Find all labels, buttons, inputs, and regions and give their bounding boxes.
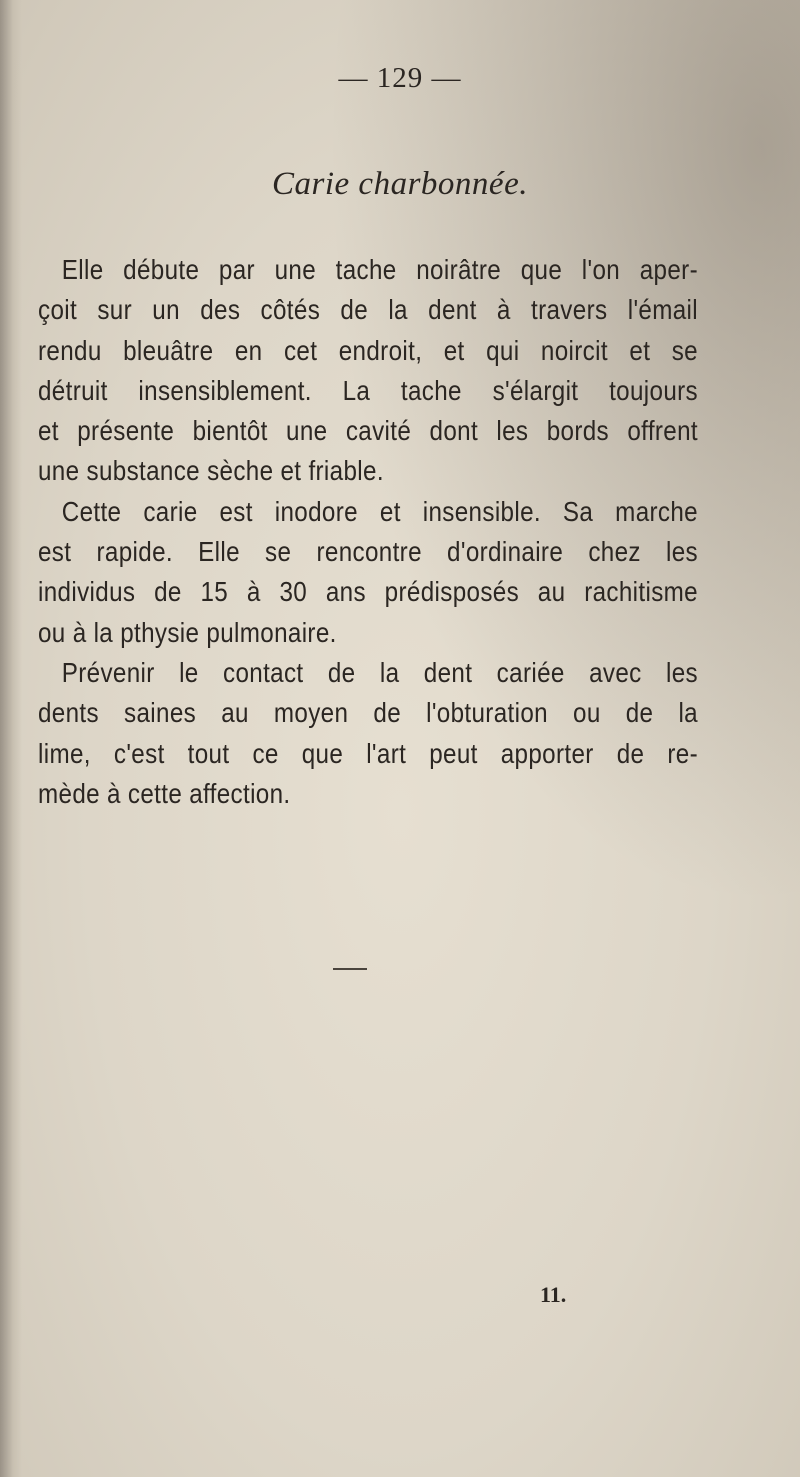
text-line: ou à la pthysie pulmonaire. bbox=[38, 616, 337, 648]
section-title: Carie charbonnée. bbox=[272, 166, 528, 202]
text-line: rendu bleuâtre en cet endroit, et qui noircit et se bbox=[38, 334, 698, 366]
signature-mark: 11. bbox=[540, 1282, 567, 1307]
section-end-rule bbox=[333, 968, 367, 970]
text-line: est rapide. Elle se rencontre d'ordinaire chez les bbox=[38, 536, 698, 568]
text-line: une substance sèche et friable. bbox=[38, 455, 384, 487]
text-line: et présente bientôt une cavité dont les bords offrent bbox=[38, 415, 698, 447]
text-line: lime, c'est tout ce que l'art peut apporter de re- bbox=[38, 737, 698, 769]
page-number: — 129 — bbox=[338, 62, 462, 94]
text-line: mède à cette affection. bbox=[38, 777, 291, 809]
text-line: détruit insensiblement. La tache s'élargit toujours bbox=[38, 374, 698, 406]
text-line: Prévenir le contact de la dent cariée avec les bbox=[61, 656, 698, 688]
text-line: Elle débute par une tache noirâtre que l'on aper- bbox=[61, 254, 698, 285]
body-text bbox=[38, 250, 698, 814]
text-line: individus de 15 à 30 ans prédisposés au rachitisme bbox=[38, 576, 698, 608]
text-line: çoit sur un des côtés de la dent à travers l'émail bbox=[38, 294, 698, 326]
text-line: dents saines au moyen de l'obturation ou de la bbox=[38, 697, 698, 729]
text-line: Cette carie est inodore et insensible. Sa marche bbox=[61, 495, 698, 527]
page-gutter-shadow bbox=[0, 0, 22, 1477]
